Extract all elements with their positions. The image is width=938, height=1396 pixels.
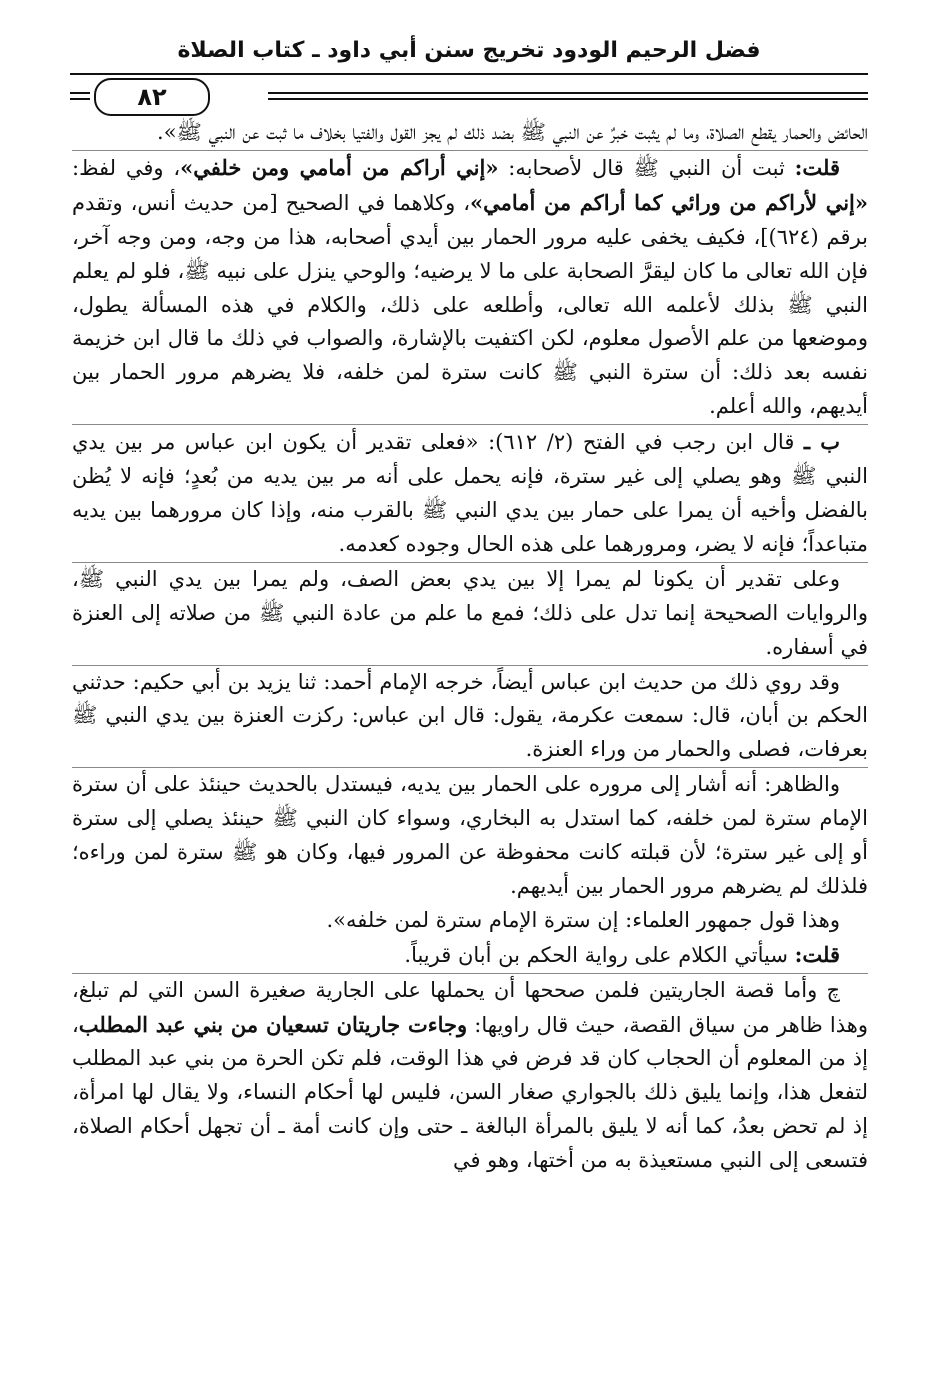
header-double-rule xyxy=(268,92,868,94)
header-double-rule xyxy=(268,98,868,100)
paragraph xyxy=(72,665,868,768)
running-title: فضل الرحيم الودود تخريج سنن أبي داود ـ كتاب الصلاة xyxy=(177,38,761,63)
paragraph-text: ثبت أن النبي ﷺ قال لأصحابه: xyxy=(498,155,795,180)
page-header xyxy=(70,28,868,111)
paragraph xyxy=(72,938,868,973)
paragraph-text: وقد روي ذلك من حديث ابن عباس أيضاً، خرجه الإمام أحمد: ثنا يزيد بن أبي حكيم: حدثني الحكم بن أبان، قال: سمعت عكرمة، يقول: قال ابن عباس: ركزت العنزة بين يدي النبي ﷺ بعرفات، فصلى والحمار من وراء العنزة. xyxy=(72,669,868,762)
paragraph xyxy=(72,904,868,938)
paragraph xyxy=(72,150,868,424)
hadith-quote: «إني لأراكم من ورائي كما أراكم من أمامي» xyxy=(469,189,868,215)
section-label: ب ـ xyxy=(803,429,841,455)
header-rule xyxy=(70,73,868,75)
paragraph-text: ، وفي لفظ: xyxy=(72,155,181,180)
paragraph xyxy=(72,973,868,1178)
page-number: ٨٢ xyxy=(94,78,210,116)
paragraph-text: وأما قصة الجاريتين فلمن صححها أن يحملها على الجارية صغيرة السن التي لم تبلغ، وهذا ظاهر من سياق القصة، حيث قال راويها: xyxy=(72,977,868,1037)
header-double-rule xyxy=(70,92,90,94)
qultu-label: قلت: xyxy=(794,941,840,967)
page-body xyxy=(72,116,868,1178)
paragraph xyxy=(72,116,868,150)
paragraph-text: وعلى تقدير أن يكونا لم يمرا إلا بين يدي بعض الصف، ولم يمرا بين يدي النبي ﷺ، والروايات الصحيحة إنما تدل على ذلك؛ فمع ما علم من عادة النبي ﷺ من صلاته إلى العنزة في أسفاره. xyxy=(72,566,868,659)
paragraph-text: وهذا قول جمهور العلماء: إن سترة الإمام سترة لمن خلفه». xyxy=(326,907,840,932)
section-marker-icon: ﭺ xyxy=(826,977,840,1002)
paragraph-text: الحائض والحمار يقطع الصلاة، وما لم يثبت خبرٌ عن النبي ﷺ بضد ذلك لم يجز القول والفتيا بخلاف ما ثبت عن النبي ﷺ». xyxy=(157,120,868,144)
paragraph-text: قال ابن رجب في الفتح (٢/ ٦١٢): «فعلى تقدير أن يكون ابن عباس مر بين يدي النبي ﷺ وهو يصلي إلى غير سترة، فإنه يحمل على أنه مر بين يديه من بُعدٍ؛ فإنه لا يُظن بالفضل وأخيه أن يمرا على حمار بين يدي النبي ﷺ بالقرب منه، وإذا كان مرورهما بين يديه متباعداً؛ فإنه لا يضر، ومرورهما على هذه الحال وجوده كعدمه. xyxy=(72,430,868,556)
header-double-rule xyxy=(70,98,90,100)
paragraph xyxy=(72,767,868,904)
hadith-quote: وجاءت جاريتان تسعيان من بني عبد المطلب xyxy=(78,1011,468,1037)
hadith-quote: «إني أراكم من أمامي ومن خلفي» xyxy=(180,154,499,180)
paragraph xyxy=(72,424,868,562)
paragraph-text: ، وكلاهما في الصحيح [من حديث أنس، وتقدم برقم (٦٢٤)]، فكيف يخفى عليه مرور الحمار بين أيدي أصحابه، هذا من وجه، ومن وجه آخر، فإن الله تعالى ما كان ليقرَّ الصحابة على ما لا يرضيه؛ والوحي ينزل على نبيه ﷺ، فلو لم يعلم النبي ﷺ بذلك لأعلمه الله تعالى، وأطلعه على ذلك، والكلام في هذه المسألة يطول، وموضعها من علم الأصول معلوم، لكن اكتفيت بالإشارة، والصواب في ذلك ما قال ابن خزيمة نفسه بعد ذلك: أن سترة النبي ﷺ كانت سترة لمن خلفه، فلا يضرهم مرور الحمار بين أيديهم، والله أعلم. xyxy=(72,190,868,419)
qultu-label: قلت: xyxy=(794,154,841,180)
paragraph xyxy=(72,562,868,665)
paragraph-text: سيأتي الكلام على رواية الحكم بن أبان قريباً. xyxy=(404,942,795,967)
paragraph-text: والظاهر: أنه أشار إلى مروره على الحمار بين يديه، فيستدل بالحديث حينئذ على أن سترة الإمام سترة لمن خلفه، كما استدل به البخاري، وسواء كان النبي ﷺ حينئذ يصلي إلى سترة أو إلى غير سترة؛ لأن قبلته كانت محفوظة عن المرور فيها، وكان هو ﷺ سترة لمن وراءه؛ فلذلك لم يضرهم مرور الحمار بين أيديهم. xyxy=(72,772,868,898)
paragraph-text: ، إذ من المعلوم أن الحجاب كان قد فرض في هذا الوقت، فلم تكن الحرة من بني عبد المطلب لتفعل هذا، وإنما يليق ذلك بالجواري صغار السن، فليس لها أحكام النساء، ولا يقال لها امرأة، إذ لم تحض بعدُ، كما أنه لا يليق بالمرأة البالغة ـ حتى وإن كانت أمة ـ أن تجهل أحكام الصلاة، فتسعى إلى النبي مستعيذة به من أختها، وهو في xyxy=(72,1012,868,1173)
